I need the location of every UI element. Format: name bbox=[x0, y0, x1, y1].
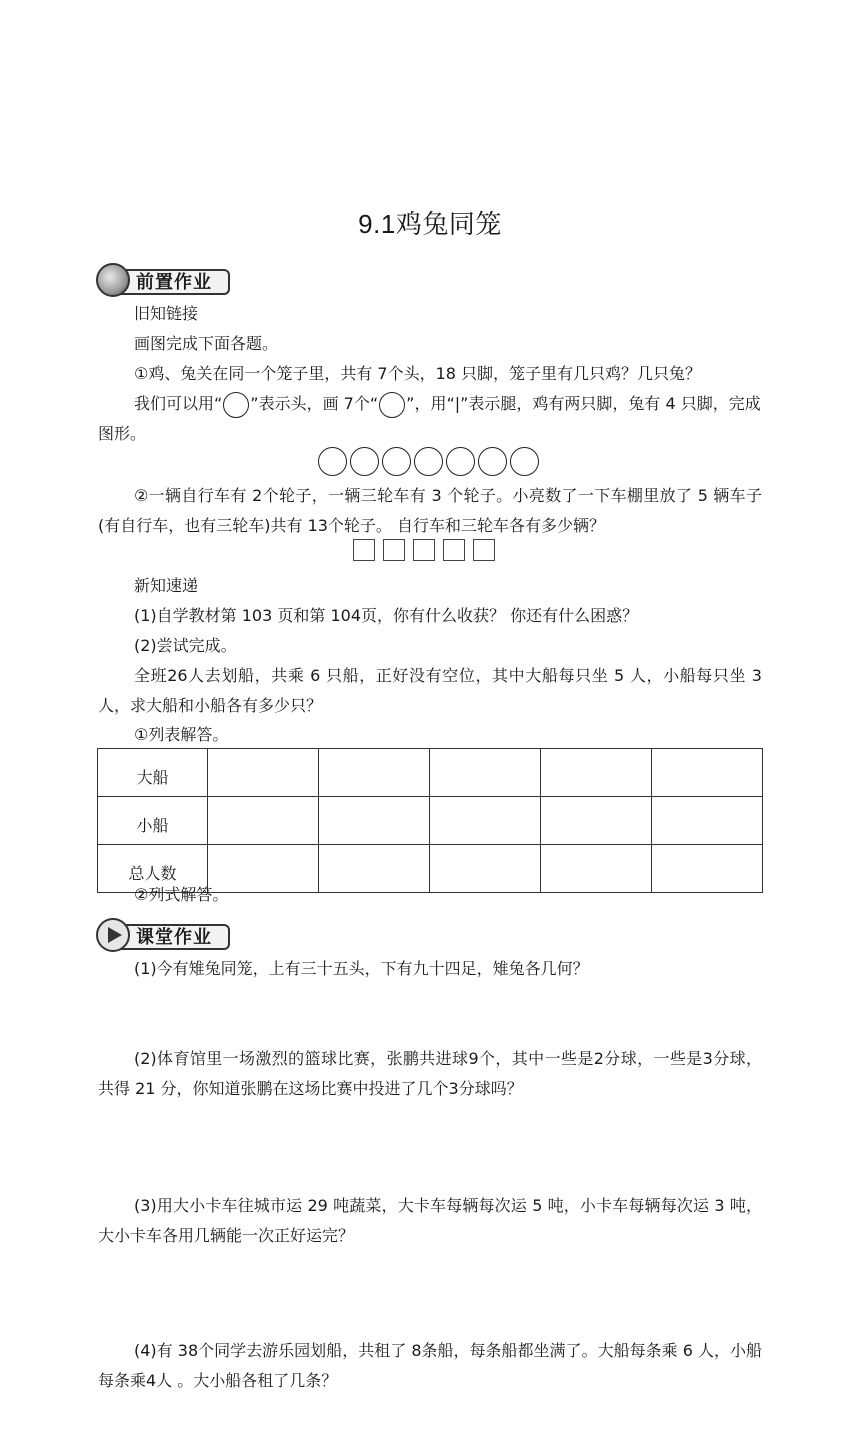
head-circle bbox=[478, 447, 507, 476]
drawing-squares bbox=[353, 539, 503, 565]
head-circle bbox=[446, 447, 475, 476]
classwork-q4: (4)有 38个同学去游乐园划船，共租了 8条船，每条船都坐满了。大船每条乘 6 人，小船每条乘4人 。大小船各租了几条？ bbox=[98, 1341, 762, 1390]
head-circle bbox=[414, 447, 443, 476]
question-2: ②一辆自行车有 2个轮子，一辆三轮车有 3 个轮子。小亮数了一下车棚里放了 5 辆车子(有自行车，也有三轮车)共有 13个轮子。 自行车和三轮车各有多少辆？ bbox=[98, 486, 762, 535]
table-cell[interactable] bbox=[318, 797, 429, 845]
answer-square bbox=[413, 539, 435, 561]
question-1: ①鸡、兔关在同一个笼子里，共有 7个头，18 只脚，笼子里有几只鸡？几只兔？ bbox=[134, 364, 702, 383]
subheading-new-link: 新知速递 bbox=[134, 576, 199, 595]
head-circle bbox=[318, 447, 347, 476]
classwork-q3: (3)用大小卡车往城市运 29 吨蔬菜，大卡车每辆每次运 5 吨，小卡车每辆每次运 3 吨，大小卡车各用几辆能一次正好运完？ bbox=[98, 1196, 762, 1245]
method-table-label: ①列表解答。 bbox=[134, 725, 229, 744]
table-cell[interactable] bbox=[207, 749, 318, 797]
circle-symbol bbox=[379, 392, 405, 418]
page-title: 9.1鸡兔同笼 bbox=[358, 209, 502, 239]
drawing-circles bbox=[318, 447, 542, 476]
table-cell[interactable] bbox=[207, 797, 318, 845]
table-row bbox=[98, 749, 763, 797]
table-cell[interactable] bbox=[429, 797, 540, 845]
answer-square bbox=[443, 539, 465, 561]
table-cell[interactable] bbox=[540, 797, 651, 845]
table-cell[interactable] bbox=[318, 749, 429, 797]
head-circle bbox=[510, 447, 539, 476]
row-header: 大船 bbox=[98, 749, 208, 797]
table-cell[interactable] bbox=[540, 749, 651, 797]
answer-square bbox=[383, 539, 405, 561]
hint-line: 我们可以用“ ”表示头，画 7个“ ”，用“|”表示腿，鸡有两只脚，兔有 4 只脚，完成 bbox=[134, 389, 798, 419]
table-row bbox=[98, 797, 763, 845]
table-cell[interactable] bbox=[651, 797, 762, 845]
instruction-text: 画图完成下面各题。 bbox=[134, 334, 279, 353]
circle-symbol bbox=[223, 392, 249, 418]
row-header: 小船 bbox=[98, 797, 208, 845]
row-header: 总人数 bbox=[98, 845, 208, 893]
method-formula-label: ②列式解答。 bbox=[134, 885, 229, 904]
subheading-old-link: 旧知链接 bbox=[134, 304, 199, 323]
head-circle bbox=[382, 447, 411, 476]
answer-square bbox=[473, 539, 495, 561]
hint-line-end: 图形。 bbox=[98, 424, 147, 443]
self-study-text: (1)自学教材第 103 页和第 104页，你有什么收获？ 你还有什么困惑？ bbox=[134, 606, 639, 625]
classwork-q2: (2)体育馆里一场激烈的篮球比赛，张鹏共进球9个，其中一些是2分球，一些是3分球，共得 21 分，你知道张鹏在这场比赛中投进了几个3分球吗？ bbox=[98, 1049, 762, 1098]
answer-square bbox=[353, 539, 375, 561]
play-icon bbox=[96, 918, 130, 952]
classwork-q1: (1)今有雉兔同笼，上有三十五头，下有九十四足，雉兔各几何？ bbox=[134, 959, 589, 978]
boat-problem: 全班26人去划船，共乘 6 只船，正好没有空位，其中大船每只坐 5 人，小船每只坐 3 人，求大船和小船各有多少只？ bbox=[98, 666, 762, 715]
section-banner-classwork bbox=[96, 918, 236, 956]
head-circle bbox=[350, 447, 379, 476]
answer-table bbox=[97, 748, 763, 893]
swirl-icon bbox=[96, 263, 130, 297]
try-text: (2)尝试完成。 bbox=[134, 636, 237, 655]
table-cell[interactable] bbox=[429, 749, 540, 797]
banner-label: 前置作业 bbox=[136, 272, 212, 292]
section-banner-preview bbox=[96, 263, 236, 301]
banner-label: 课堂作业 bbox=[136, 927, 212, 947]
table-cell[interactable] bbox=[651, 749, 762, 797]
